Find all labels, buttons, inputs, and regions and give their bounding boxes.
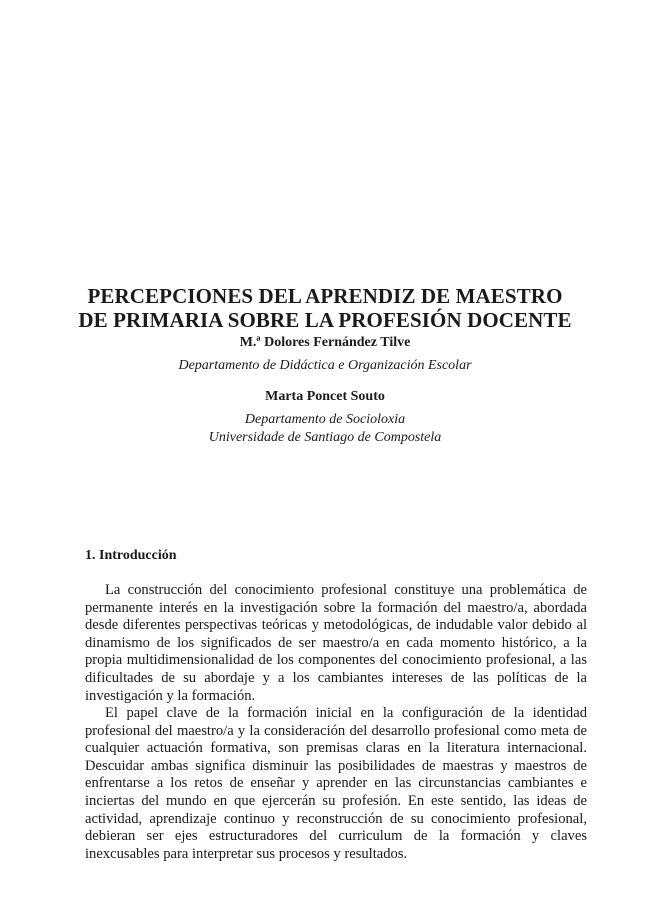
title-line-2: DE PRIMARIA SOBRE LA PROFESIÓN DOCENTE [78,308,572,332]
author-name: Marta Poncet Souto [265,389,385,404]
body-paragraph: El papel clave de la formación inicial en la configuración de la identidad profesional del maestro/a y la consideración del desarrollo profesional como meta de cualquier actuación formativa, son premisas claras en la literatura internacional. Descuidar ambas significa disminuir las posibilidades de maestras y maestros de enfrentarse a los retos de enseñar y aprender en las circunstancias cambiantes e inciertas del mundo en que ejercerán su profesión. En este sentido, las ideas de actividad, aprendizaje continuo y reconstrucción de su conocimiento profesional, debieran ser ejes estructuradores del curriculum de la formación y claves inexcusables para interpretar sus procesos y resultados. [85,705,587,862]
author-name: M.ª Dolores Fernández Tilve [239,335,411,350]
author-affiliation: Departamento de Didáctica e Organización Escolar [178,358,472,373]
body-paragraph: La construcción del conocimiento profesional constituye una problemática de permanente interés en la investigación sobre la formación del maestro/a, abordada desde diferentes perspectivas teóricas y metodológicas, de indudable valor debido al dinamismo de los significados de ser maestro/a en cada momento histórico, a la propia multidimensionalidad de los componentes del conocimiento profesional, a las dificultades de su abordaje y a los cambiantes intereses de las políticas de la investigación y la formación. [85,582,587,704]
section-heading: 1. Introducción [85,548,177,563]
title-line-1: PERCEPCIONES DEL APRENDIZ DE MAESTRO [87,284,563,308]
author-institution: Universidade de Santiago de Compostela [208,430,442,445]
paper-title [60,284,590,332]
author-affiliation: Departamento de Socioloxia [244,412,406,427]
